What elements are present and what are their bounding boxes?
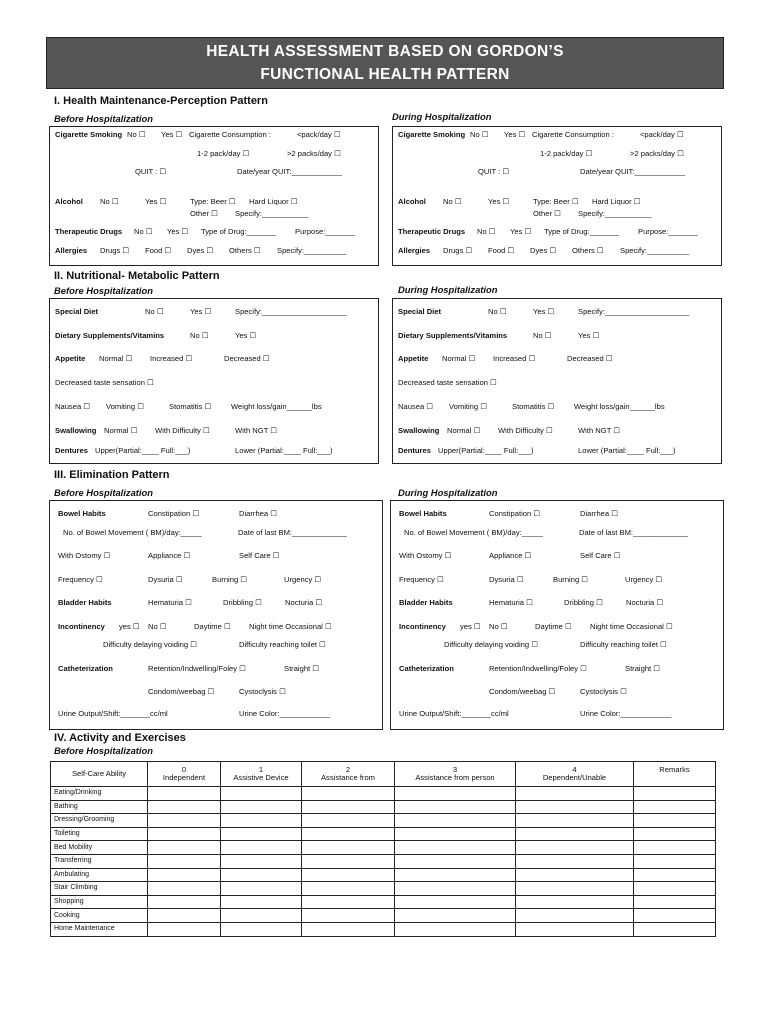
bladder-habits-label: Bladder Habits xyxy=(58,598,112,607)
during-special-diet-label: Special Diet xyxy=(398,307,442,316)
form-title-line1: HEALTH ASSESSMENT BASED ON GORDON’S xyxy=(206,43,564,60)
hematuria-checkbox[interactable]: Hematuria ☐ xyxy=(148,598,192,607)
table-row xyxy=(51,882,716,896)
hm-during-label: During Hospitalization xyxy=(392,111,492,122)
during-dentures-label: Dentures xyxy=(398,446,431,455)
ther-drugs-no-checkbox[interactable]: No ☐ xyxy=(134,227,153,236)
activity-cell[interactable] xyxy=(302,868,395,882)
activity-header-row xyxy=(51,762,716,787)
form-title xyxy=(46,37,724,89)
activity-cell[interactable] xyxy=(221,841,302,855)
activity-cell[interactable] xyxy=(395,841,516,855)
diet-yes-checkbox[interactable]: Yes ☐ xyxy=(190,307,212,316)
allergy-food-checkbox[interactable]: Food ☐ xyxy=(145,246,172,255)
during-dribbling-checkbox[interactable]: Dribbling ☐ xyxy=(564,598,603,607)
table-row xyxy=(51,800,716,814)
during-alcohol-specify-field[interactable]: Specify:___________ xyxy=(578,209,652,218)
table-row xyxy=(51,895,716,909)
urine-output-field[interactable]: Urine Output/Shift:_______cc/ml xyxy=(58,709,168,718)
during-ther-drugs-no-checkbox[interactable]: No ☐ xyxy=(477,227,496,236)
during-appetite-increased-checkbox[interactable]: Increased ☐ xyxy=(493,354,536,363)
during-incontinency-no-checkbox[interactable]: No ☐ xyxy=(489,622,508,631)
activity-cell[interactable] xyxy=(634,787,716,801)
pack-more-checkbox[interactable]: >2 packs/day ☐ xyxy=(287,149,341,158)
section-elimination: III. Elimination Pattern xyxy=(54,469,170,481)
hm-before-box xyxy=(49,126,379,266)
activity-label: Shopping xyxy=(51,895,148,909)
activity-cell[interactable] xyxy=(302,854,395,868)
activity-cell[interactable] xyxy=(148,841,221,855)
activity-before-label: Before Hospitalization xyxy=(54,745,153,756)
activity-cell[interactable] xyxy=(395,800,516,814)
during-bm-count-field[interactable]: No. of Bowel Movement ( BM)/day:_____ xyxy=(404,528,543,537)
table-row xyxy=(51,787,716,801)
activity-cell[interactable] xyxy=(148,814,221,828)
activity-cell[interactable] xyxy=(148,827,221,841)
activity-cell[interactable] xyxy=(148,922,221,936)
activity-cell[interactable] xyxy=(395,895,516,909)
activity-cell[interactable] xyxy=(634,841,716,855)
special-diet-label: Special Diet xyxy=(55,307,99,316)
activity-cell[interactable] xyxy=(395,854,516,868)
activity-label: Bathing xyxy=(51,800,148,814)
burning-checkbox[interactable]: Burning ☐ xyxy=(212,575,248,584)
activity-cell[interactable] xyxy=(302,787,395,801)
activity-cell[interactable] xyxy=(302,841,395,855)
table-row xyxy=(51,814,716,828)
during-straight-checkbox[interactable]: Straight ☐ xyxy=(625,664,661,673)
during-swallowing-label: Swallowing xyxy=(398,426,440,435)
during-retention-checkbox[interactable]: Retention/Indwelling/Foley ☐ xyxy=(489,664,587,673)
activity-cell[interactable] xyxy=(221,909,302,923)
activity-cell[interactable] xyxy=(516,814,634,828)
smoking-yes-checkbox[interactable]: Yes ☐ xyxy=(161,130,183,139)
section-activity: IV. Activity and Exercises xyxy=(54,732,186,744)
activity-label: Home Maintenance xyxy=(51,922,148,936)
vomiting-checkbox[interactable]: Vomiting ☐ xyxy=(106,402,145,411)
hard-liquor-checkbox[interactable]: Hard Liquor ☐ xyxy=(249,197,298,206)
hm-during-box xyxy=(392,126,722,266)
pack-less-checkbox[interactable]: <pack/day ☐ xyxy=(297,130,341,139)
alcohol-specify-field[interactable]: Specify:___________ xyxy=(235,209,309,218)
appetite-increased-checkbox[interactable]: Increased ☐ xyxy=(150,354,193,363)
hm-before-label: Before Hospitalization xyxy=(54,113,153,124)
activity-cell[interactable] xyxy=(634,854,716,868)
activity-label: Toileting xyxy=(51,827,148,841)
diet-no-checkbox[interactable]: No ☐ xyxy=(145,307,164,316)
activity-table xyxy=(50,761,716,937)
activity-cell[interactable] xyxy=(221,854,302,868)
diff-toilet-checkbox[interactable]: Difficulty reaching toilet ☐ xyxy=(239,640,326,649)
during-nausea-checkbox[interactable]: Nausea ☐ xyxy=(398,402,434,411)
during-urgency-checkbox[interactable]: Urgency ☐ xyxy=(625,575,663,584)
appliance-checkbox[interactable]: Appliance ☐ xyxy=(148,551,191,560)
during-pack-less-checkbox[interactable]: <pack/day ☐ xyxy=(640,130,684,139)
activity-cell[interactable] xyxy=(516,841,634,855)
incontinency-no-checkbox[interactable]: No ☐ xyxy=(148,622,167,631)
during-bm-date-field[interactable]: Date of last BM:_____________ xyxy=(579,528,688,537)
nausea-checkbox[interactable]: Nausea ☐ xyxy=(55,402,91,411)
activity-cell[interactable] xyxy=(634,827,716,841)
activity-cell[interactable] xyxy=(148,854,221,868)
activity-cell[interactable] xyxy=(148,882,221,896)
diet-specify-field[interactable]: Specify:____________________ xyxy=(235,307,347,316)
activity-cell[interactable] xyxy=(302,922,395,936)
incontinency-label: Incontinency xyxy=(58,622,105,631)
during-alcohol-yes-checkbox[interactable]: Yes ☐ xyxy=(488,197,510,206)
allergy-dyes-checkbox[interactable]: Dyes ☐ xyxy=(187,246,214,255)
ther-drugs-label: Therapeutic Drugs xyxy=(55,227,123,236)
drug-purpose-field[interactable]: Purpose:_______ xyxy=(295,227,355,236)
during-daytime-checkbox[interactable]: Daytime ☐ xyxy=(535,622,572,631)
el-before-label: Before Hospitalization xyxy=(54,487,153,498)
constipation-checkbox[interactable]: Constipation ☐ xyxy=(148,509,200,518)
during-urine-output-field[interactable]: Urine Output/Shift:_______cc/ml xyxy=(399,709,509,718)
header-self-care: Self-Care Ability xyxy=(51,762,148,787)
activity-cell[interactable] xyxy=(221,814,302,828)
retention-checkbox[interactable]: Retention/Indwelling/Foley ☐ xyxy=(148,664,246,673)
header-remarks: Remarks xyxy=(634,762,716,787)
bm-date-field[interactable]: Date of last BM:_____________ xyxy=(238,528,347,537)
activity-cell[interactable] xyxy=(302,814,395,828)
dentures-lower-field[interactable]: Lower (Partial:____ Full:___) xyxy=(235,446,333,455)
swallowing-label: Swallowing xyxy=(55,426,97,435)
during-dentures-upper-field[interactable]: Upper(Partial:____ Full:___) xyxy=(438,446,534,455)
during-supplements-no-checkbox[interactable]: No ☐ xyxy=(533,331,552,340)
during-diff-toilet-checkbox[interactable]: Difficulty reaching toilet ☐ xyxy=(580,640,667,649)
header-assistive-device: 1 Assistive Device xyxy=(221,762,302,787)
during-urine-color-field[interactable]: Urine Color:____________ xyxy=(580,709,672,718)
allergies-label: Allergies xyxy=(55,246,88,255)
alcohol-label: Alcohol xyxy=(55,197,83,206)
stomatitis-checkbox[interactable]: Stomatitis ☐ xyxy=(169,402,212,411)
during-allergy-others-checkbox[interactable]: Others ☐ xyxy=(572,246,604,255)
activity-cell[interactable] xyxy=(634,882,716,896)
activity-cell[interactable] xyxy=(221,827,302,841)
appetite-decreased-checkbox[interactable]: Decreased ☐ xyxy=(224,354,270,363)
activity-cell[interactable] xyxy=(221,882,302,896)
diarrhea-checkbox[interactable]: Diarrhea ☐ xyxy=(239,509,278,518)
nm-before-label: Before Hospitalization xyxy=(54,285,153,296)
drug-type-field[interactable]: Type of Drug:_______ xyxy=(201,227,277,236)
during-incontinency-label: Incontinency xyxy=(399,622,446,631)
pack-1-2-checkbox[interactable]: 1-2 pack/day ☐ xyxy=(197,149,250,158)
activity-label: Transferring xyxy=(51,854,148,868)
header-assistance-from: 2 Assistance from xyxy=(302,762,395,787)
activity-cell[interactable] xyxy=(221,787,302,801)
during-incontinency-yes-checkbox[interactable]: yes ☐ xyxy=(460,622,481,631)
activity-cell[interactable] xyxy=(516,800,634,814)
during-bowel-habits-label: Bowel Habits xyxy=(399,509,447,518)
table-row xyxy=(51,922,716,936)
straight-checkbox[interactable]: Straight ☐ xyxy=(284,664,320,673)
smoking-label: Cigarette Smoking xyxy=(55,130,123,139)
during-night-time-checkbox[interactable]: Night time Occasional ☐ xyxy=(590,622,673,631)
activity-cell[interactable] xyxy=(148,868,221,882)
during-consumption-label: Cigarette Consumption : xyxy=(532,130,614,139)
activity-label: Cooking xyxy=(51,909,148,923)
activity-cell[interactable] xyxy=(221,922,302,936)
during-dysuria-checkbox[interactable]: Dysuria ☐ xyxy=(489,575,524,584)
during-nocturia-checkbox[interactable]: Nocturia ☐ xyxy=(626,598,664,607)
during-cystoclysis-checkbox[interactable]: Cystoclysis ☐ xyxy=(580,687,627,696)
supplements-label: Dietary Supplements/Vitamins xyxy=(55,331,165,340)
table-row xyxy=(51,909,716,923)
during-dentures-lower-field[interactable]: Lower (Partial:____ Full:___) xyxy=(578,446,676,455)
swallow-difficulty-checkbox[interactable]: With Difficulty ☐ xyxy=(155,426,210,435)
nm-during-label: During Hospitalization xyxy=(398,284,498,295)
activity-cell[interactable] xyxy=(148,909,221,923)
activity-label: Dressing/Grooming xyxy=(51,814,148,828)
during-ther-drugs-yes-checkbox[interactable]: Yes ☐ xyxy=(510,227,532,236)
ostomy-checkbox[interactable]: With Ostomy ☐ xyxy=(58,551,111,560)
beer-checkbox[interactable]: Type: Beer ☐ xyxy=(190,197,236,206)
during-constipation-checkbox[interactable]: Constipation ☐ xyxy=(489,509,541,518)
during-catheterization-label: Catheterization xyxy=(399,664,454,673)
activity-cell[interactable] xyxy=(148,895,221,909)
activity-label: Bed Mobility xyxy=(51,841,148,855)
during-diet-no-checkbox[interactable]: No ☐ xyxy=(488,307,507,316)
table-row xyxy=(51,854,716,868)
alcohol-other-checkbox[interactable]: Other ☐ xyxy=(190,209,218,218)
section-nutritional-metabolic: II. Nutritional- Metabolic Pattern xyxy=(54,270,220,282)
activity-cell[interactable] xyxy=(634,814,716,828)
during-allergy-drugs-checkbox[interactable]: Drugs ☐ xyxy=(443,246,473,255)
during-ostomy-checkbox[interactable]: With Ostomy ☐ xyxy=(399,551,452,560)
activity-cell[interactable] xyxy=(148,800,221,814)
during-allergy-dyes-checkbox[interactable]: Dyes ☐ xyxy=(530,246,557,255)
activity-cell[interactable] xyxy=(395,868,516,882)
during-vomiting-checkbox[interactable]: Vomiting ☐ xyxy=(449,402,488,411)
during-alcohol-no-checkbox[interactable]: No ☐ xyxy=(443,197,462,206)
during-quit-date-field[interactable]: Date/year QUIT:____________ xyxy=(580,167,686,176)
dentures-label: Dentures xyxy=(55,446,88,455)
during-smoking-label: Cigarette Smoking xyxy=(398,130,466,139)
alcohol-yes-checkbox[interactable]: Yes ☐ xyxy=(145,197,167,206)
el-during-label: During Hospitalization xyxy=(398,487,498,498)
during-condom-checkbox[interactable]: Condom/weebag ☐ xyxy=(489,687,556,696)
swallow-normal-checkbox[interactable]: Normal ☐ xyxy=(104,426,138,435)
activity-cell[interactable] xyxy=(516,922,634,936)
bowel-habits-label: Bowel Habits xyxy=(58,509,106,518)
during-allergies-label: Allergies xyxy=(398,246,431,255)
during-drug-purpose-field[interactable]: Purpose:_______ xyxy=(638,227,698,236)
taste-checkbox[interactable]: Decreased taste sensation ☐ xyxy=(55,378,154,387)
activity-label: Ambulating xyxy=(51,868,148,882)
daytime-checkbox[interactable]: Daytime ☐ xyxy=(194,622,231,631)
during-beer-checkbox[interactable]: Type: Beer ☐ xyxy=(533,197,579,206)
night-time-checkbox[interactable]: Night time Occasional ☐ xyxy=(249,622,332,631)
activity-cell[interactable] xyxy=(516,895,634,909)
weight-field[interactable]: Weight loss/gain______lbs xyxy=(231,402,322,411)
activity-cell[interactable] xyxy=(302,909,395,923)
header-dependent: 4 Dependent/Unable xyxy=(516,762,634,787)
dribbling-checkbox[interactable]: Dribbling ☐ xyxy=(223,598,262,607)
swallow-ngt-checkbox[interactable]: With NGT ☐ xyxy=(235,426,278,435)
activity-cell[interactable] xyxy=(395,882,516,896)
during-quit-checkbox[interactable]: QUIT : ☐ xyxy=(478,167,510,176)
during-pack-1-2-checkbox[interactable]: 1-2 pack/day ☐ xyxy=(540,149,593,158)
header-independent: 0 Independent xyxy=(148,762,221,787)
during-appliance-checkbox[interactable]: Appliance ☐ xyxy=(489,551,532,560)
during-drug-type-field[interactable]: Type of Drug:_______ xyxy=(544,227,620,236)
appetite-normal-checkbox[interactable]: Normal ☐ xyxy=(99,354,133,363)
during-alcohol-other-checkbox[interactable]: Other ☐ xyxy=(533,209,561,218)
during-appetite-label: Appetite xyxy=(398,354,429,363)
ther-drugs-yes-checkbox[interactable]: Yes ☐ xyxy=(167,227,189,236)
activity-cell[interactable] xyxy=(302,827,395,841)
supplements-yes-checkbox[interactable]: Yes ☐ xyxy=(235,331,257,340)
activity-cell[interactable] xyxy=(516,909,634,923)
quit-date-field[interactable]: Date/year QUIT:____________ xyxy=(237,167,343,176)
activity-cell[interactable] xyxy=(395,827,516,841)
activity-cell[interactable] xyxy=(634,909,716,923)
frequency-checkbox[interactable]: Frequency ☐ xyxy=(58,575,103,584)
during-smoking-yes-checkbox[interactable]: Yes ☐ xyxy=(504,130,526,139)
activity-cell[interactable] xyxy=(516,854,634,868)
urine-color-field[interactable]: Urine Color:____________ xyxy=(239,709,331,718)
during-stomatitis-checkbox[interactable]: Stomatitis ☐ xyxy=(512,402,555,411)
activity-cell[interactable] xyxy=(516,882,634,896)
activity-cell[interactable] xyxy=(634,868,716,882)
activity-cell[interactable] xyxy=(395,909,516,923)
during-pack-more-checkbox[interactable]: >2 packs/day ☐ xyxy=(630,149,684,158)
activity-cell[interactable] xyxy=(148,787,221,801)
during-supplements-yes-checkbox[interactable]: Yes ☐ xyxy=(578,331,600,340)
during-allergy-specify-field[interactable]: Specify:__________ xyxy=(620,246,690,255)
during-weight-field[interactable]: Weight loss/gain______lbs xyxy=(574,402,665,411)
during-taste-checkbox[interactable]: Decreased taste sensation ☐ xyxy=(398,378,497,387)
activity-cell[interactable] xyxy=(634,922,716,936)
during-bladder-habits-label: Bladder Habits xyxy=(399,598,453,607)
during-diet-yes-checkbox[interactable]: Yes ☐ xyxy=(533,307,555,316)
alcohol-no-checkbox[interactable]: No ☐ xyxy=(100,197,119,206)
activity-label: Eating/Drinking xyxy=(51,787,148,801)
catheterization-label: Catheterization xyxy=(58,664,113,673)
allergy-others-checkbox[interactable]: Others ☐ xyxy=(229,246,261,255)
activity-cell[interactable] xyxy=(516,827,634,841)
during-alcohol-label: Alcohol xyxy=(398,197,426,206)
self-care-checkbox[interactable]: Self Care ☐ xyxy=(239,551,280,560)
during-swallow-normal-checkbox[interactable]: Normal ☐ xyxy=(447,426,481,435)
table-row xyxy=(51,827,716,841)
smoking-no-checkbox[interactable]: No ☐ xyxy=(127,130,146,139)
during-hard-liquor-checkbox[interactable]: Hard Liquor ☐ xyxy=(592,197,641,206)
during-burning-checkbox[interactable]: Burning ☐ xyxy=(553,575,589,584)
during-diff-voiding-checkbox[interactable]: Difficulty delaying voiding ☐ xyxy=(444,640,539,649)
during-smoking-no-checkbox[interactable]: No ☐ xyxy=(470,130,489,139)
during-diarrhea-checkbox[interactable]: Diarrhea ☐ xyxy=(580,509,619,518)
during-appetite-normal-checkbox[interactable]: Normal ☐ xyxy=(442,354,476,363)
during-frequency-checkbox[interactable]: Frequency ☐ xyxy=(399,575,444,584)
dentures-upper-field[interactable]: Upper(Partial:____ Full:___) xyxy=(95,446,191,455)
section-health-maintenance: I. Health Maintenance-Perception Pattern xyxy=(54,95,268,107)
header-assistance-person: 3 Assistance from person xyxy=(395,762,516,787)
during-allergy-food-checkbox[interactable]: Food ☐ xyxy=(488,246,515,255)
form-title-line2: FUNCTIONAL HEALTH PATTERN xyxy=(260,66,510,83)
during-swallow-difficulty-checkbox[interactable]: With Difficulty ☐ xyxy=(498,426,553,435)
activity-cell[interactable] xyxy=(395,787,516,801)
during-diet-specify-field[interactable]: Specify:____________________ xyxy=(578,307,690,316)
incontinency-yes-checkbox[interactable]: yes ☐ xyxy=(119,622,140,631)
during-hematuria-checkbox[interactable]: Hematuria ☐ xyxy=(489,598,533,607)
diff-voiding-checkbox[interactable]: Difficulty delaying voiding ☐ xyxy=(103,640,198,649)
activity-label: Stair Climbing xyxy=(51,882,148,896)
activity-cell[interactable] xyxy=(395,922,516,936)
activity-cell[interactable] xyxy=(516,868,634,882)
during-supplements-label: Dietary Supplements/Vitamins xyxy=(398,331,508,340)
table-row xyxy=(51,868,716,882)
bm-count-field[interactable]: No. of Bowel Movement ( BM)/day:_____ xyxy=(63,528,202,537)
urgency-checkbox[interactable]: Urgency ☐ xyxy=(284,575,322,584)
during-self-care-checkbox[interactable]: Self Care ☐ xyxy=(580,551,621,560)
activity-cell[interactable] xyxy=(395,814,516,828)
during-ther-drugs-label: Therapeutic Drugs xyxy=(398,227,466,236)
activity-cell[interactable] xyxy=(221,868,302,882)
appetite-label: Appetite xyxy=(55,354,86,363)
activity-cell[interactable] xyxy=(634,800,716,814)
nocturia-checkbox[interactable]: Nocturia ☐ xyxy=(285,598,323,607)
supplements-no-checkbox[interactable]: No ☐ xyxy=(190,331,209,340)
allergy-specify-field[interactable]: Specify:__________ xyxy=(277,246,347,255)
quit-checkbox[interactable]: QUIT : ☐ xyxy=(135,167,167,176)
activity-cell[interactable] xyxy=(221,895,302,909)
activity-cell[interactable] xyxy=(302,882,395,896)
during-swallow-ngt-checkbox[interactable]: With NGT ☐ xyxy=(578,426,621,435)
activity-cell[interactable] xyxy=(302,800,395,814)
activity-cell[interactable] xyxy=(634,895,716,909)
activity-cell[interactable] xyxy=(302,895,395,909)
table-row xyxy=(51,841,716,855)
condom-checkbox[interactable]: Condom/weebag ☐ xyxy=(148,687,215,696)
during-appetite-decreased-checkbox[interactable]: Decreased ☐ xyxy=(567,354,613,363)
activity-cell[interactable] xyxy=(221,800,302,814)
activity-cell[interactable] xyxy=(516,787,634,801)
cystoclysis-checkbox[interactable]: Cystoclysis ☐ xyxy=(239,687,286,696)
allergy-drugs-checkbox[interactable]: Drugs ☐ xyxy=(100,246,130,255)
dysuria-checkbox[interactable]: Dysuria ☐ xyxy=(148,575,183,584)
consumption-label: Cigarette Consumption : xyxy=(189,130,271,139)
